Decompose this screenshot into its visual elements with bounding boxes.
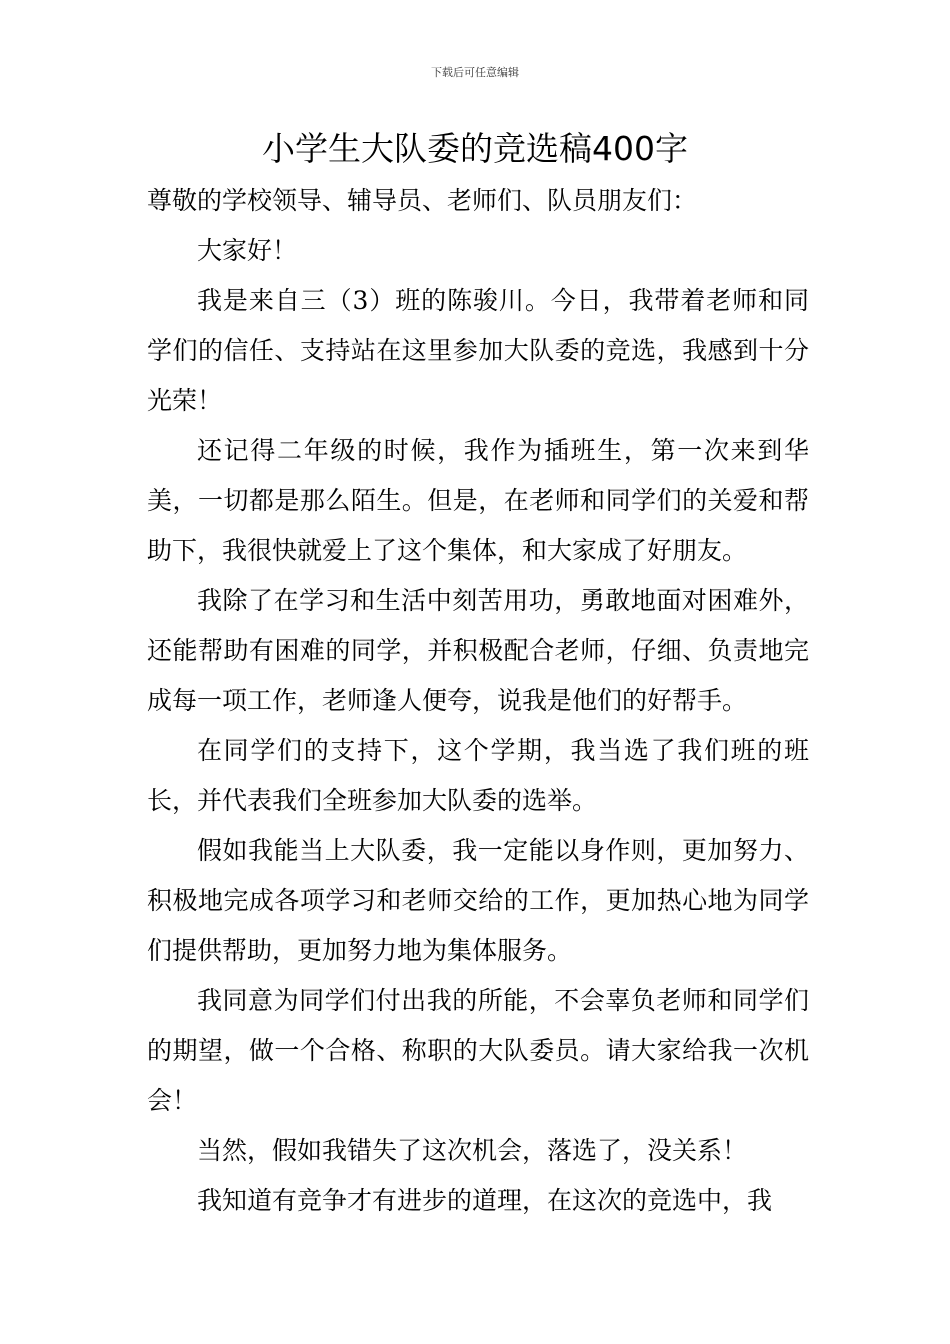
paragraph: 我除了在学习和生活中刻苦用功，勇敢地面对困难外，还能帮助有困难的同学，并积极配合老师，仔细、负责地完成每一项工作，老师逢人便夸，说我是他们的好帮手。 [147, 586, 809, 715]
paragraph: 假如我能当上大队委，我一定能以身作则，更加努力、积极地完成各项学习和老师交给的工作，更加热心地为同学们提供帮助，更加努力地为集体服务。 [147, 836, 809, 965]
document-body [147, 176, 809, 1226]
document-title: 小学生大队委的竞选稿400字 [262, 129, 688, 168]
paragraph: 还记得二年级的时候，我作为插班生，第一次来到华美，一切都是那么陌生。但是，在老师和同学们的关爱和帮助下，我很快就爱上了这个集体，和大家成了好朋友。 [147, 436, 809, 565]
paragraph: 我知道有竞争才有进步的道理，在这次的竞选中，我 [197, 1186, 773, 1215]
paragraph-salutation: 尊敬的学校领导、辅导员、老师们、队员朋友们： [147, 186, 698, 215]
header-note: 下载后可任意编辑 [431, 66, 519, 79]
paragraph: 当然，假如我错失了这次机会，落选了，没关系！ [197, 1136, 748, 1165]
paragraph: 我是来自三（3）班的陈骏川。今日，我带着老师和同学们的信任、支持站在这里参加大队委的竞选，我感到十分光荣！ [147, 286, 809, 415]
paragraph-greeting: 大家好！ [197, 236, 298, 265]
paragraph: 我同意为同学们付出我的所能，不会辜负老师和同学们的期望，做一个合格、称职的大队委员。请大家给我一次机会！ [147, 986, 809, 1115]
paragraph: 在同学们的支持下，这个学期，我当选了我们班的班长，并代表我们全班参加大队委的选举。 [147, 736, 809, 815]
